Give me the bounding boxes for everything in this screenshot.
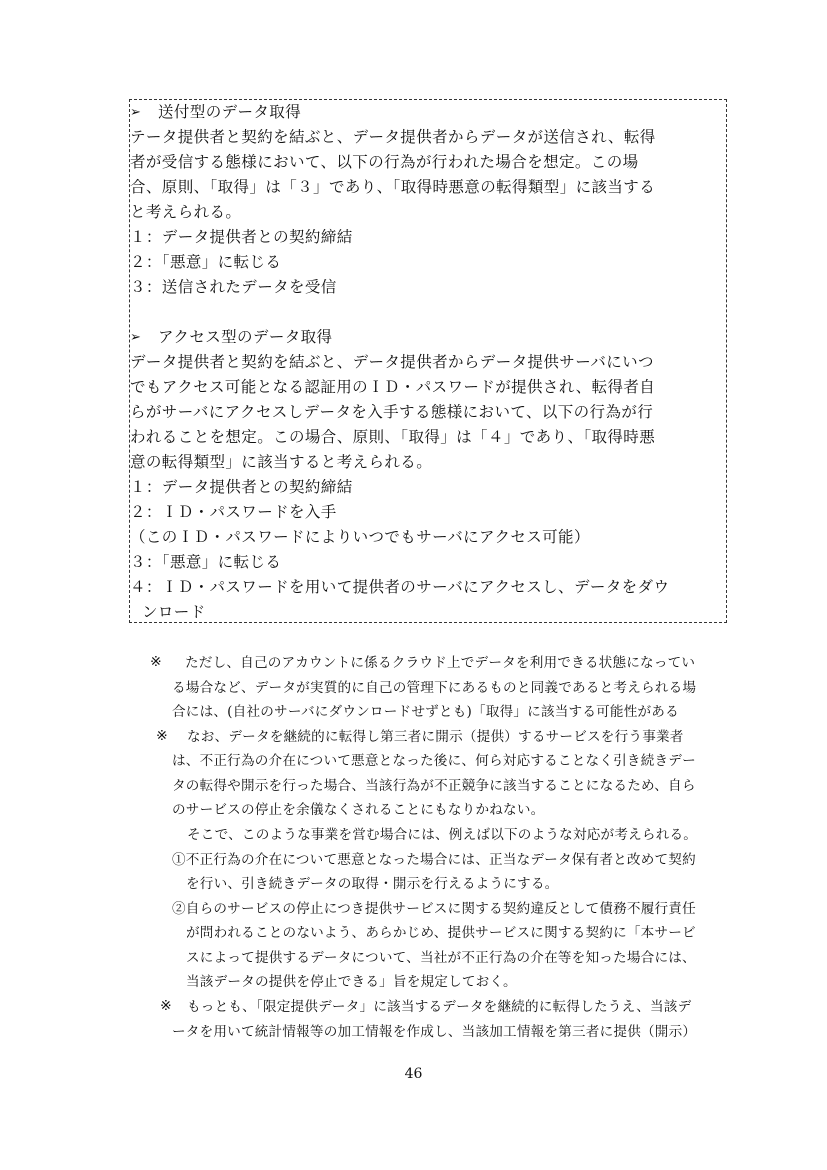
- note1-line: る場合など、データが実質的に自己の管理下にあるものと同義であると考えられる場: [172, 680, 697, 696]
- note2-line: なお、データを継続的に転得し第三者に開示（提供）するサービスを行う事業者: [187, 729, 684, 745]
- section1-heading-row: [130, 100, 301, 125]
- section1-step: ２：「悪意」に転じる: [130, 253, 282, 271]
- section2-para-line: でもアクセス可能となる認証用のＩＤ・パスワードが提供され、転得者自: [130, 378, 656, 396]
- note2-item-cont: スによって提供するデータについて、当社が不正行為の介在等を知った場合には、: [186, 950, 696, 966]
- example-box: [129, 99, 727, 623]
- note2-item-cont: 当該データの提供を停止できる」旨を規定しておく。: [186, 974, 517, 990]
- section2-heading-row: [130, 325, 332, 350]
- section2-step: １：データ提供者との契約締結: [130, 478, 353, 496]
- section2-para-line: われることを想定。この場合、原則、「取得」は「４」であり、「取得時悪: [130, 428, 656, 446]
- note2-line: タの転得や開示を行った場合、当該行為が不正競争に該当することになるため、自ら: [172, 778, 696, 794]
- reference-mark: ※: [156, 728, 168, 744]
- section1-para-line: 者が受信する態様において、以下の行為が行われた場合を想定。この場: [130, 153, 639, 171]
- note3-line: もっとも、「限定提供データ」に該当するデータを継続的に転得したうえ、当該デ: [187, 999, 692, 1015]
- section1-para-line: と考えられる。: [130, 203, 242, 221]
- arrow-bullet-icon: ➢: [130, 105, 142, 120]
- note2-line: は、不正行為の介在について悪意となった後に、何ら対応することなく引き続きデー: [172, 753, 696, 769]
- section1-step: ３：送信されたデータを受信: [130, 278, 337, 296]
- note2-line: のサービスの停止を余儀なくされることにもなりかねない。: [172, 802, 545, 818]
- section2-para-line: らがサーバにアクセスしデータを入手する態様において、以下の行為が行: [130, 403, 654, 421]
- note3-line: ータを用いて統計情報等の加工情報を作成し、当該加工情報を第三者に提供（開示）: [172, 1024, 697, 1040]
- note2-item: ②自らのサービスの停止につき提供サービスに関する契約違反として債務不履行責任: [172, 901, 696, 917]
- note2-item: ①不正行為の介在について悪意となった場合には、正当なデータ保有者と改めて契約: [172, 852, 696, 868]
- section2-step: ２：ＩＤ・パスワードを入手: [130, 503, 337, 521]
- section2-step-note: （このＩＤ・パスワードによりいつでもサーバにアクセス可能）: [130, 528, 590, 546]
- section2-step: ４：ＩＤ・パスワードを用いて提供者のサーバにアクセスし、データをダウ: [130, 578, 670, 596]
- section1-step: １：データ提供者との契約締結: [130, 228, 353, 246]
- section1-heading: 送付型のデータ取得: [158, 103, 302, 121]
- section1-para-line: 合、原則、「取得」は「３」であり、「取得時悪意の転得類型」に該当する: [130, 178, 656, 196]
- section2-heading: アクセス型のデータ取得: [158, 328, 333, 346]
- section2-para-line: 意の転得類型」に該当すると考えられる。: [130, 453, 433, 471]
- section2-step-cont: ンロード: [142, 603, 206, 621]
- page-number: 46: [404, 1066, 423, 1082]
- section2-para-line: データ提供者と契約を結ぶと、データ提供者からデータ提供サーバにいつ: [130, 353, 654, 371]
- section1-para-line: テータ提供者と契約を結ぶと、データ提供者からデータが送信され、転得: [130, 128, 656, 146]
- reference-mark: ※: [160, 998, 172, 1014]
- note1-line: 合には、(自社のサーバにダウンロードせずとも)「取得」に該当する可能性がある: [172, 704, 679, 720]
- reference-mark: ※: [150, 654, 162, 670]
- note2-item-cont: を行い、引き続きデータの取得・開示を行えるようにする。: [186, 876, 559, 892]
- note2-line: そこで、このような事業を営む場合には、例えば以下のような対応が考えられる。: [187, 827, 698, 843]
- section2-step: ３：「悪意」に転じる: [130, 553, 282, 571]
- note2-item-cont: が問われることのないよう、あらかじめ、提供サービスに関する契約に「本サービ: [186, 925, 696, 941]
- note1-line: ただし、自己のアカウントに係るクラウド上でデータを利用できる状態になってい: [185, 655, 696, 671]
- arrow-bullet-icon: ➢: [130, 330, 142, 345]
